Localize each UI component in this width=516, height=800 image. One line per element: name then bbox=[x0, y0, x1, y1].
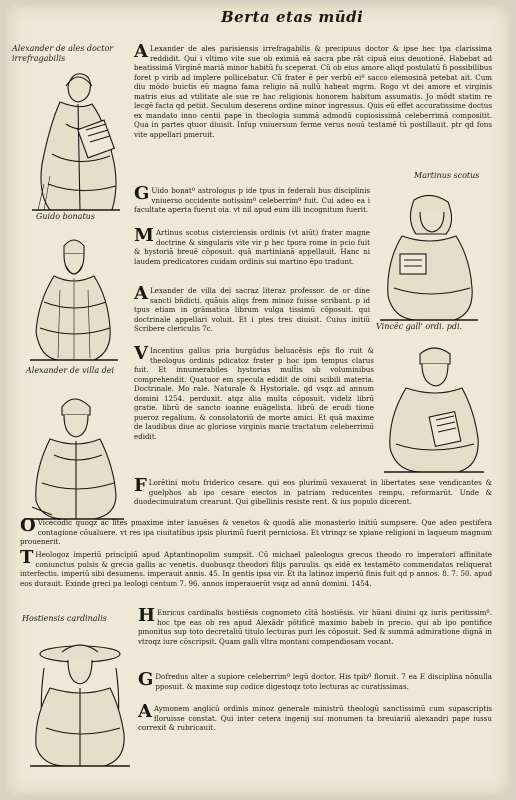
caption-martinus-scotus: Martinus scotus bbox=[414, 171, 480, 180]
portrait-guido-bonatus bbox=[24, 232, 124, 362]
caption-alexander-villa-dei: Alexander de villa dei bbox=[26, 366, 115, 375]
portrait-hostiensis-cardinalis bbox=[26, 638, 134, 768]
paragraph-guido-bonatus: G Uido bonatº astrologus p ide tpus in federali bus disciplinis vniuerso occidente notissimº celeberrimº fuit. Cui adeo ea i facultate aperta fuerut oia. vt nil apud eum illi incognitum fuerit. bbox=[134, 186, 370, 214]
paragraph-theologorum: T Heologoz imperiū principiū apud Aptantinopolim sumpsit. Cū michael paleologus grecus theodo ro imperatori affinitate coniunctus pulsis & grecia gallis ac venetis. duobusqz theodori filijs paruulis. qs eidē ex testamēto commendatos reliquerat interfectis. imperiū sibi desumens. imperauit annis. 45. In gentis ipsa vir. Et ita latinoz imperiū finis fuit qd p annos. 8. 7. 50. apud eos durauit. Exinde greci pa leologi centum 7. 96. annos imperauerūt vsqz ad annū domini. 1454. bbox=[20, 550, 492, 588]
paragraph-alexander-ales: A Lexander de ales parisiensis irrefragabilis & precipuus doctor & ipse hec tpa clarissima reddidit. Qui i vltimo vite sue ob eximiā eā sacra pbe rāt cipuā eius deuotionē. Habebat ad beatissimā Virginē mariā minor habitū fu sceperat. Cū ob eius amore aliqd postulatū fi possibilibus foret p virib ad implere pollicebatur. Cū frater ē per verbū eiº sacco elemosinā petebat ait. Cum diu mōdo buictis eū magna fama religio nā nullū habeat mgrm. Rogo vt dei amore et virginis matris eius ad vtilitate ale sue re hac religionis honorem habitum assumatis. Jo mōdt statim re lecgē facta qd petiit. Seculum deserens ordine minor ingressus. Quis eū effet accuratissime doctus ex mandato inno centii pape in theologia summā admodū copiosissimā celeberrimā compositit. Qua in partes qtuor diuisit. Infup vniuersum ferme verus nouū testamē tū postillauit. ptr qd fons vite appellari pmeruit. bbox=[134, 44, 492, 139]
caption-alexander-ales: Alexander de ales doctor irrefragabilis bbox=[12, 44, 114, 63]
paragraph-florentini: F Lorētini motu friderico cesare. qui eos plurimū vexauerat in libertates sese vendicantes & guelphos ab ipo cesare eiectos in patriam reducentes rempu. reformarūt. Unde & duodecimuiratum crearunt. Qui gibellinis resiste rent. & ius populo dicerent. bbox=[134, 478, 492, 506]
page-header: Berta etas mūdi bbox=[221, 8, 364, 26]
portrait-alexander-ales bbox=[20, 64, 130, 214]
caption-hostiensis: Hostiensis cardinalis bbox=[22, 614, 107, 623]
paragraph-henricus: H Enricus cardinalis hostiēsis cognometo cītā hostiēsis. vir hūani diuini qz iuris peritissimº. hoc tpe eas ob res apud Alexādr pōtificē maximo babeb in precio. qui ab ipo pontifice pmonitus sup toto decretaliū titulo lecturas puri les cōposuit. Sed & summā admiratione dignā in vtroqz iure cōscripsit. Quam galli vltra montani compendiosam vocant. bbox=[138, 608, 492, 646]
portrait-vincentius-gallus bbox=[380, 344, 488, 474]
paragraph-vincentius: V Incentius gallus pria burgūdus beluacēsis ep̄s flo ruit & theologus ordinis pdicatoz frater p hoc ipm tempus clarus fuit. Et innumerabiles hystorias mult̄is sb voluminibus comprehendit. Quatuor em specula edidit de oini scibili materia. Doctrinale. Mo rale. Naturale & Hystoriale. qd vsqz ad annum domini 1254. perduxit. atqz alia multa cōposuit. videlz librū gratie. librū de sancto ioanne euāgelista. librū de erudi tione pueroz regalium. & consolatoriū de morte amici. Et quā maxime de laudibus diue ac gloriose virginis marie tractatum celeberrimū edidit. bbox=[134, 346, 374, 441]
book-page bbox=[6, 4, 510, 796]
caption-vincentius: Vincēc gall' ordi. pdi. bbox=[376, 322, 463, 331]
portrait-alexander-villa-dei bbox=[24, 391, 128, 521]
paragraph-martinus-scotus: M Artinus scotus cisterciensis ordinis (vt aiūt) frater magne doctrine & singularis vite vir p hec tpora rome in pcio fuit & hystoriā breuē cōposuit. quā martinianā appellauit. Hanc ni laudem predicatores cuidam ordinis sui martino ēpo tradunt. bbox=[134, 228, 370, 266]
paragraph-gofredus: G Dofredus alter a supiore celeberrimº legū doctor. His tpibº floruit. 7 ea E disciplina nōnulla pposuit. & maxime sup codice digestoqz toto lecturas ac curatissimas. bbox=[138, 672, 492, 691]
paragraph-vicecomites: O Vicecōdic quoqz ac lites pmaxime inter ianuēses & venetos & quodā alie monasterio initiū sumpsere. Que adeo pestifera contagione cōualuere. vt res ipa ciuitatibus ipsis plurimū fuerit perniciosa. Et vtrinqz se xpiane religioni in laqueum magnum prouenerit. bbox=[20, 518, 492, 546]
paragraph-alexander-villa: A Lexander de villa dei sacraz literaz professor. de or dine sancti bñdicti. quāuis aliqs frem minoz fuisse scribant. p id tpus etiam in grāmatica librum vulga tissimū cōposuit. qui doctrinale appellari voluit. Et i ptes tres diuisit. Cuius initiū Scribere clericulis 7c. bbox=[134, 286, 370, 333]
portrait-martinus-scotus bbox=[374, 192, 484, 322]
paragraph-aymonem: A Aymonem anglicū ordinis minoz generale ministrū theologū sanctissimū cum supascriptis floruisse constat. Qui inter cetera ingenij sui monumen ta breuiariū alexandri pape iussu correxit & rubricauit. bbox=[138, 704, 492, 732]
caption-guido-bonatus: Guido bonatus bbox=[36, 212, 95, 221]
